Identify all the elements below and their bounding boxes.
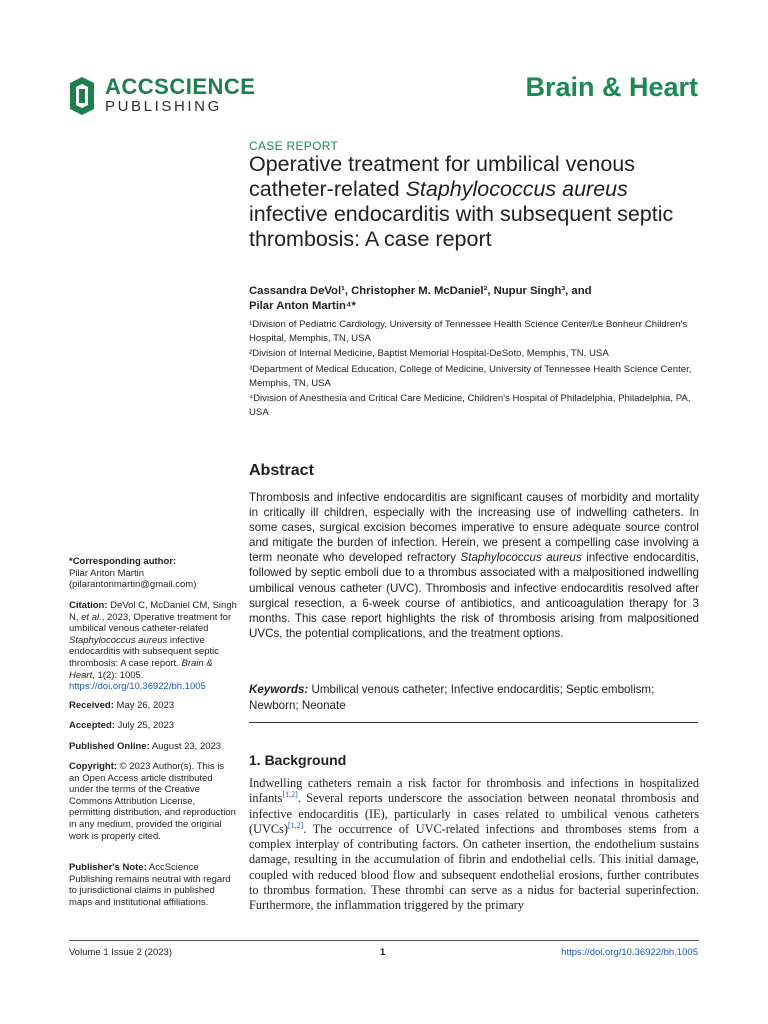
affiliation: ¹Division of Pediatric Cardiology, University of Tennessee Health Science Center/Le Bonheur Children's Hospital, Memphis, TN, USA: [249, 319, 688, 344]
body-paragraph: Indwelling catheters remain a risk factor for thrombosis and infections in hospitalized infants[1,2]. Several reports underscore the association between neonatal thrombosis and infective endocarditis (IE), particularly in cases related to umbilical venous catheters (UVCs)[1,2]. The occurrence of UVC-related infections and thromboses stems from a complex interplay of contributing factors. On catheter insertion, the endothelium sustains damage, resulting in the accumulation of fibrin and endothelial cells. This initial damage, coupled with reduced blood flow and subsequent endothelial erosions, further contributes to thrombus formation. These thrombi can serve as a nidus for bacterial superinfection. Furthermore, the inflammation triggered by the primary: [249, 776, 699, 913]
affiliation: ²Division of Internal Medicine, Baptist Memorial Hospital-DeSoto, Memphis, TN, USA: [249, 348, 609, 359]
copyright-notice: Copyright: © 2023 Author(s). This is an Open Access article distributed under the terms of the Creative Commons Attribution License, permitting distribution, and reproduction in any medium, provided the original work is properly cited.: [69, 761, 236, 842]
divider: [249, 722, 698, 723]
footer-divider: [69, 940, 699, 941]
accepted-date: Accepted: July 25, 2023: [69, 720, 175, 731]
reference-link[interactable]: [1,2]: [282, 790, 298, 800]
affiliation: ⁴Division of Anesthesia and Critical Care Medicine, Children's Hospital of Philadelphia, Philadelphia, PA, USA: [249, 393, 691, 418]
publisher-name: ACCSCIENCE: [105, 74, 256, 99]
abstract-text: Thrombosis and infective endocarditis are significant causes of morbidity and mortality in critically ill children, especially with the increasing use of indwelling catheters. In some cases, surgical excision becomes imperative to ensure adequate source control and mitigate the burden of infection. Herein, we present a compelling case involving a term neonate who developed refractory Staphylococcus aureus infective endocarditis, followed by septic emboli due to a thrombus associated with a malpositioned indwelling umbilical venous catheter (UVC). Thrombosis and infective endocarditis resolved after surgical resection, a 6-week course of antibiotics, and anticoagulation therapy for 3 months. This case report highlights the risk of thrombosis arising from malpositioned UVCs, the potential complications, and the treatment options.: [249, 491, 699, 640]
section-heading: 1. Background: [249, 752, 347, 768]
footer-volume: Volume 1 Issue 2 (2023): [69, 947, 172, 958]
journal-name: Brain & Heart: [525, 72, 698, 102]
author-list: Cassandra DeVol¹, Christopher M. McDaniel², Nupur Singh³, and Pilar Anton Martin⁴*: [249, 285, 592, 312]
published-date: Published Online: August 23, 2023: [69, 741, 222, 752]
publisher-note: Publisher's Note: AccScience Publishing remains neutral with regard to jurisdictional claims in published maps and institutional affiliations.: [69, 862, 231, 908]
reference-link[interactable]: [1,2]: [287, 820, 304, 830]
abstract-heading: Abstract: [249, 462, 314, 479]
affiliation: ³Department of Medical Education, College of Medicine, University of Tennessee Health Science Center, Memphis, TN, USA: [249, 364, 692, 389]
publisher-logo-icon: [68, 75, 96, 117]
article-type: CASE REPORT: [249, 139, 339, 153]
footer-doi-link[interactable]: https://doi.org/10.36922/bh.1005: [561, 947, 698, 958]
corresponding-author: *Corresponding author: Pilar Anton Martin (pilarantonmartin@gmail.com): [69, 556, 197, 591]
citation: Citation: DeVol C, McDaniel CM, Singh N, et al., 2023, Operative treatment for umbilical venous catheter-related Staphylococcus aureus infective endocarditis with subsequent septic thrombosis: A case report. Brain & Heart, 1(2): 1005. https://doi.org/10.36922/bh.1005: [69, 600, 237, 693]
received-date: Received: May 26, 2023: [69, 700, 175, 711]
page-number: 1: [380, 947, 386, 958]
citation-doi-link[interactable]: https://doi.org/10.36922/bh.1005: [69, 681, 206, 693]
article-title: Operative treatment for umbilical venous catheter-related Staphylococcus aureus infective endocarditis with subsequent septic thrombosis: A case report: [249, 152, 674, 251]
keywords: Keywords: Umbilical venous catheter; Infective endocarditis; Septic embolism; Newborn; Neonate: [249, 683, 655, 712]
publisher-subname: PUBLISHING: [105, 98, 222, 115]
